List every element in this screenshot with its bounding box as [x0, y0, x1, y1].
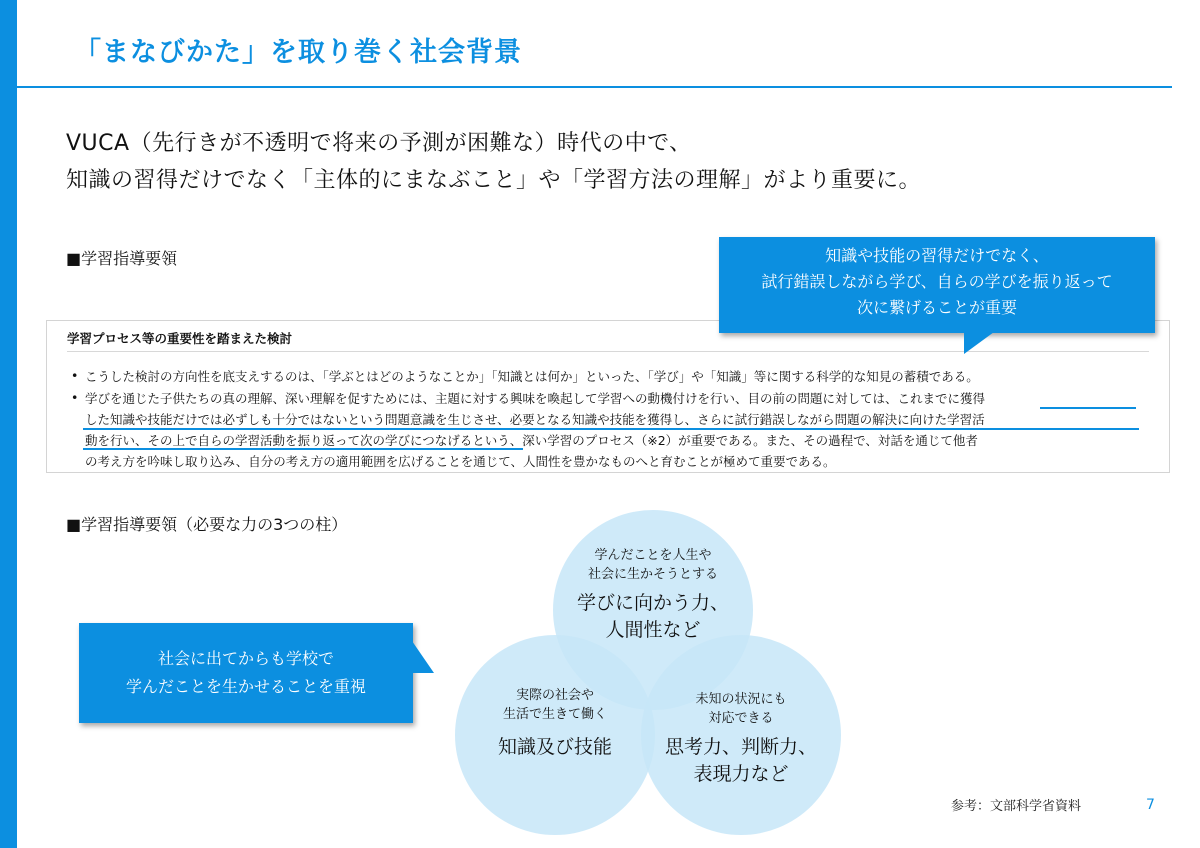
venn-right-sub-2: 対応できる: [708, 711, 774, 726]
lead-text-line-2: 知識の習得だけでなく「主体的にまなぶこと」や「学習方法の理解」がより重要に。: [66, 168, 922, 193]
venn-label-right: [641, 690, 841, 788]
callout-line: 学んだことを生かせることを重視: [125, 677, 366, 696]
venn-top-sub-2: 社会に生かそうとする: [587, 567, 718, 582]
venn-top-sub-1: 学んだことを人生や: [594, 548, 712, 563]
venn-left-sub-1: 実際の社会や: [515, 688, 594, 703]
venn-left-main-1: 知識及び技能: [497, 736, 612, 758]
venn-right-sub-1: 未知の状況にも: [695, 692, 787, 707]
venn-right-main-2: 表現力など: [693, 763, 789, 785]
venn-label-top: [553, 546, 753, 644]
excerpt-bullet-2-line-4: の考え方を吟味し取り込み、自分の考え方の適用範囲を広げることを通じて、人間性を豊かなものへと育むことが極めて重要である。: [85, 454, 836, 469]
excerpt-bullet-2-line-3: 動を行い、その上で自らの学習活動を振り返って次の学びにつなげるという、深い学習のプロセス（※2）が重要である。また、その過程で、対話を通じて他者: [85, 433, 978, 448]
callout-practical-application: [79, 623, 413, 723]
callout-line: 次に繋げることが重要: [856, 298, 1017, 317]
excerpt-bullet-1: こうした検討の方向性を底支えするのは、「学ぶとはどのようなことか」「知識とは何か」といった、「学び」や「知識」等に関する科学的な知見の蓄積である。: [85, 369, 979, 384]
excerpt-heading: 学習プロセス等の重要性を踏まえた検討: [67, 331, 293, 346]
venn-top-main-1: 学びに向かう力、: [576, 592, 729, 614]
venn-right-main-1: 思考力、判断力、: [664, 736, 817, 758]
venn-label-left: [455, 686, 655, 761]
excerpt-bullet-2-line-1: 学びを通じた子供たちの真の理解、深い理解を促すためには、主題に対する興味を喚起して学習への動機付けを行い、目の前の問題に対しては、これまでに獲得: [85, 391, 986, 406]
callout-line: 試行錯誤しながら学び、自らの学びを振り返って: [761, 272, 1113, 291]
venn-left-sub-2: 生活で生きて働く: [502, 707, 607, 722]
venn-top-main-2: 人間性など: [605, 619, 701, 641]
bullet-mark: •: [71, 368, 79, 383]
page-number: 7: [1146, 797, 1155, 813]
callout-line: 知識や技能の習得だけでなく、: [825, 246, 1049, 265]
source-note: 参考：文部科学省資料: [951, 799, 1082, 814]
section-label-three-pillars: ■学習指導要領（必要な力の3つの柱）: [66, 515, 348, 534]
bullet-mark: •: [71, 390, 79, 405]
callout-line: 社会に出てからも学校で: [157, 649, 334, 668]
page-title: 「まなびかた」を取り巻く社会背景: [74, 37, 522, 68]
excerpt-bullet-2-line-2: した知識や技能だけでは必ずしも十分ではないという問題意識を生じさせ、必要となる知識や技能を獲得し、さらに試行錯誤しながら問題の解決に向けた学習活: [85, 412, 985, 427]
section-label-guidelines: ■学習指導要領: [66, 249, 178, 268]
lead-text-line-1: VUCA（先行きが不透明で将来の予測が困難な）時代の中で、: [66, 131, 692, 156]
